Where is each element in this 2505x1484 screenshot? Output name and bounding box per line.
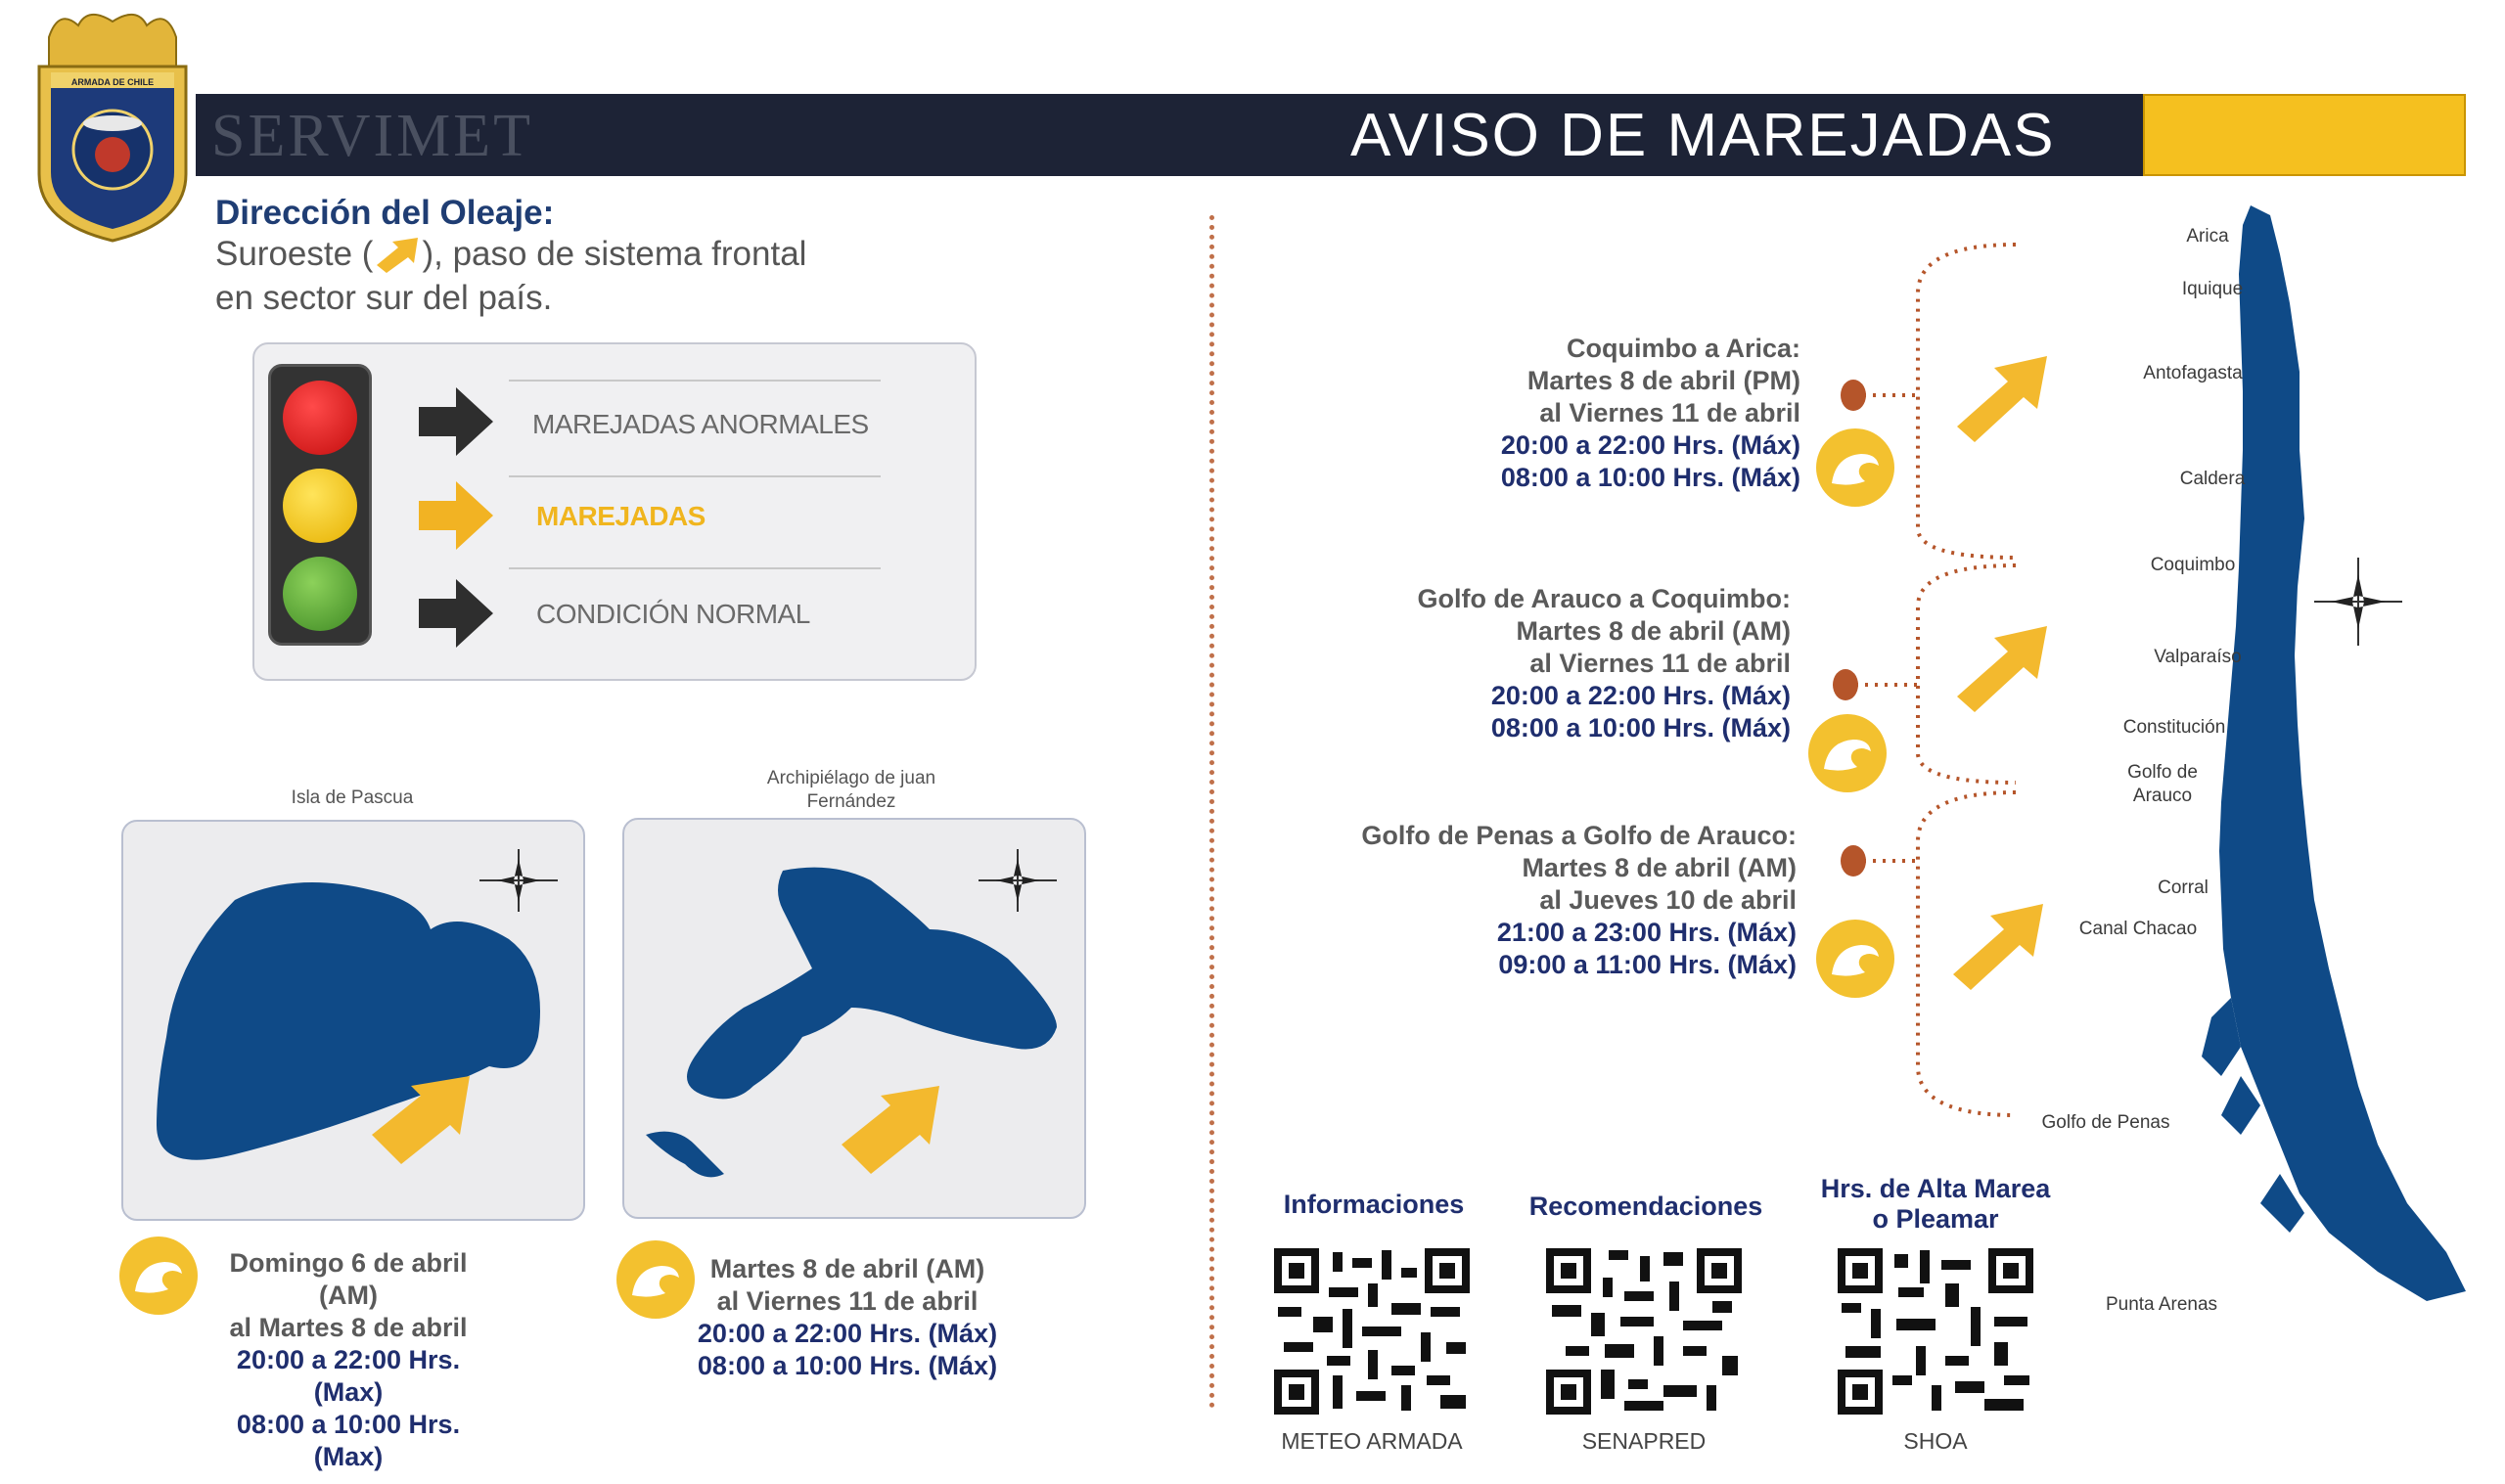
qr-code-icon[interactable] [1546,1248,1742,1415]
region-line: Martes 8 de abril (AM) [1522,853,1797,882]
qr-footer: SENAPRED [1581,1428,1707,1454]
juan-fernandez-info [691,1253,1004,1382]
qr-code-icon[interactable] [1274,1248,1470,1415]
info-line: 20:00 a 22:00 Hrs. (Máx) [697,1319,998,1348]
info-line: al Martes 8 de abril [229,1313,468,1342]
qr-heading: Informaciones [1283,1190,1465,1219]
city-label: Valparaíso [2154,647,2242,667]
region-line: Martes 8 de abril (PM) [1526,366,1800,395]
region-dot [1841,845,1866,877]
compass-rose-icon [979,849,1057,912]
compass-rose-icon [2314,558,2402,646]
city-label-line: Golfo de [2127,762,2198,783]
info-line: al Viernes 11 de abril [716,1286,979,1316]
region-line: Coquimbo a Arica: [1566,334,1800,363]
wave-icon [117,1235,200,1317]
arrow-right-icon [417,577,495,650]
wave-icon [615,1238,697,1321]
divider-line [509,475,881,477]
city-label-line: Arauco [2132,785,2193,806]
city-label: Punta Arenas [2105,1294,2218,1315]
region-line: Golfo de Penas a Golfo de Arauco: [1361,821,1797,850]
island-title [724,767,979,814]
city-label: Constitución [2122,717,2226,738]
crest-text: ARMADA DE CHILE [70,77,155,87]
info-line: Martes 8 de abril (AM) [709,1254,985,1283]
page-title: AVISO DE MAREJADAS [1350,102,2056,169]
city-label: Golfo de Penas [2041,1112,2170,1133]
wave-icon [1814,918,1896,1000]
city-label: Caldera [2179,469,2246,489]
alert-level-box [2143,94,2466,176]
region-brackets [1820,235,2143,1135]
legend-marejadas: MAREJADAS [536,501,706,531]
region-line: al Viernes 11 de abril [1539,398,1800,427]
info-line: Domingo 6 de abril (AM) [229,1248,468,1310]
city-label [2114,761,2211,808]
region-arauco-coquimbo [1341,583,1791,744]
qr-heading-line: Hrs. de Alta Marea [1820,1174,2051,1203]
easter-island-map [137,841,568,1193]
wave-icon [1806,712,1889,794]
region-line: 21:00 a 23:00 Hrs. (Máx) [1496,918,1797,947]
city-label: Canal Chacao [2078,919,2198,939]
easter-island-info [202,1247,495,1473]
region-dot [1833,669,1858,700]
city-label: Arica [2186,226,2229,247]
region-penas-arauco [1307,820,1797,981]
vertical-divider [1209,215,1214,1409]
direction-suffix: ), paso de sistema frontal [422,235,807,273]
qr-heading-line: o Pleamar [1872,1204,1999,1235]
island-title: Isla de Pascua [291,787,414,808]
brand-name: SERVIMET [211,103,534,169]
region-line: 20:00 a 22:00 Hrs. (Máx) [1500,430,1800,460]
region-coquimbo-arica [1350,333,1800,494]
swell-arrow-icon [1957,626,2047,712]
city-label: Coquimbo [2150,555,2236,575]
qr-footer: METEO ARMADA [1281,1428,1463,1454]
yellow-light [283,469,357,543]
island-title-line: Fernández [806,790,896,812]
region-line: 09:00 a 11:00 Hrs. (Máx) [1498,950,1797,979]
swell-arrow-icon [373,236,422,273]
city-label: Iquique [2181,279,2244,299]
legend-abnormal: MAREJADAS ANORMALES [532,409,869,439]
navy-crest-icon [29,8,196,243]
arrow-right-icon [417,479,495,552]
qr-heading [1789,1174,2082,1235]
swell-arrow-icon [1957,356,2047,442]
info-line: 20:00 a 22:00 Hrs. (Max) [236,1345,461,1407]
city-label: Corral [2158,877,2209,898]
qr-code-icon[interactable] [1838,1248,2033,1415]
juan-fernandez-map [636,832,1076,1203]
arrow-right-icon [417,385,495,458]
info-line: 08:00 a 10:00 Hrs. (Max) [236,1410,461,1471]
swell-arrow-icon [1953,904,2043,990]
info-line: 08:00 a 10:00 Hrs. (Máx) [697,1351,998,1380]
red-light [283,381,357,455]
header-bar [196,94,2466,176]
region-line: al Viernes 11 de abril [1529,649,1791,678]
region-line: 08:00 a 10:00 Hrs. (Máx) [1500,463,1800,492]
city-label: Antofagasta [2143,363,2243,383]
green-light [283,557,357,631]
traffic-light [268,364,372,646]
direction-title: Dirección del Oleaje: [215,194,555,232]
divider-line [509,567,881,569]
direction-prefix: Suroeste ( [215,235,374,273]
island-title-line: Archipiélago de juan [766,768,936,788]
divider-line [509,380,881,382]
compass-rose-icon [479,849,558,912]
legend-normal: CONDICIÓN NORMAL [536,599,810,629]
wave-icon [1814,427,1896,509]
region-line: 08:00 a 10:00 Hrs. (Máx) [1490,713,1791,742]
direction-text-line2: en sector sur del país. [215,279,553,317]
region-line: Golfo de Arauco a Coquimbo: [1417,584,1791,613]
region-line: al Jueves 10 de abril [1539,885,1797,915]
region-dot [1841,380,1866,411]
qr-footer: SHOA [1903,1428,1968,1454]
region-line: 20:00 a 22:00 Hrs. (Máx) [1490,681,1791,710]
direction-text [215,235,806,274]
qr-heading: Recomendaciones [1528,1192,1763,1221]
region-line: Martes 8 de abril (AM) [1516,616,1791,646]
swell-arrow-icon [842,1086,939,1174]
